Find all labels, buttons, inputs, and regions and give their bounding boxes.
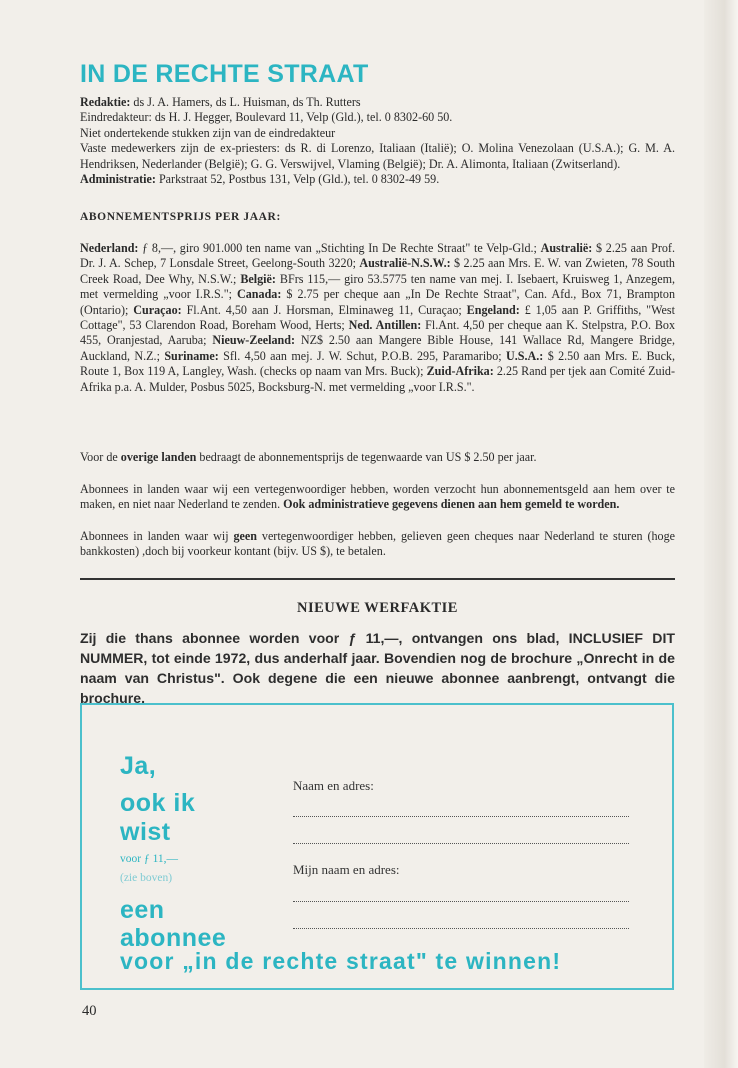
administratie-label: Administratie: [80,172,156,187]
subscription-country: Nieuw-Zeeland: [212,333,296,348]
page-number: 40 [82,1003,97,1019]
subscription-country: België: [240,271,276,286]
my-name-address-line-2[interactable] [293,928,629,929]
vaste-medewerkers: Vaste medewerkers zijn de ex-priesters: ds R. di Lorenzo, Italiaan (Italië); O. Molina Venezolaan (U.S.A.); G. M. A. Hendriksen, Nederlander (België); G. G. Verswijvel, Vlaming (België); Dr. A. Alimonta, Italiaan (Zwitserland). [80,141,675,171]
coupon-wist: wist [120,818,171,846]
editorial-info [80,95,675,187]
name-address-label: Naam en adres: [293,778,374,793]
p3-text-b: vertegenwoordiger hebben, gelieven geen cheques naar Nederland te sturen (hoge bankkosten) ,doch bij voorkeur kontant (bijv. US $), te betalen. [80,529,675,559]
coupon-price: voor ƒ 11,— [120,853,179,865]
magazine-title: IN DE RECHTE STRAAT [80,60,369,88]
page-spine-shadow [704,0,738,1068]
subscription-country: Ned. Antillen: [348,318,422,333]
p1-bold: overige landen [120,450,197,464]
subscription-details: BFrs 115,— giro 53.5775 ten name van mej. I. Isebaert, Kruisweg 1, Anzegem, met vermelding „voor I.R.S."; [80,271,676,302]
subscription-details: ƒ 8,—, giro 901.000 ten name van „Stichting In De Rechte Straat" te Velp-Gld.; [142,241,537,255]
vertegenwoordiger-paragraph [80,482,675,513]
coupon-ook-ik: ook ik [120,789,196,817]
p3-text-a: Abonnees in landen waar wij [80,529,229,543]
p2-bold: Ook administratieve gegevens dienen aan hem gemeld te worden. [283,497,620,512]
subscription-country: Australië: [540,241,593,255]
subscription-country: Suriname: [164,348,219,363]
p1-text-b: bedraagt de abonnementsprijs de tegenwaarde van US $ 2.50 per jaar. [199,450,537,464]
werfaktie-body: Zij die thans abonnee worden voor ƒ 11,—, ontvangen ons blad, INCLUSIEF DIT NUMMER, tot einde 1972, dus anderhalf jaar. Bovendien nog de brochure „Onrecht in de naam van Christus". Ook degene die een nieuwe abonnee aanbrengt, ontvangt die brochure. [80,630,675,706]
coupon-slogan: voor „in de rechte straat" te winnen! [120,948,562,974]
werfaktie-heading: NIEUWE WERFAKTIE [297,600,458,616]
coupon-ja: Ja, [120,752,157,780]
eindredakteur: Eindredakteur: ds H. J. Hegger, Boulevard 11, Velp (Gld.), tel. 0 8302-60 50. [80,110,453,125]
p1-text-a: Voor de [80,450,118,464]
redaktie-names: ds J. A. Hamers, ds L. Huisman, ds Th. Rutters [133,95,361,109]
subscription-details: Sfl. 4,50 aan mej. J. W. Schut, P.O.B. 295, Paramaribo; [223,348,502,363]
coupon-abonnee: abonnee [120,924,227,952]
subscriptions-heading: ABONNEMENTSPRIJS PER JAAR: [80,211,281,223]
subscription-details: Fl.Ant. 4,50 per cheque aan K. Stelpstra, P.O. Box 455, Oranjestad, Aaruba; [80,318,676,348]
administratie-address: Parkstraat 52, Postbus 131, Velp (Gld.), tel. 0 8302-49 59. [158,172,440,187]
name-address-line-2[interactable] [293,843,629,844]
name-address-line-1[interactable] [293,816,629,817]
subscription-country: Canada: [237,287,282,302]
p2-text-a: Abonnees in landen waar wij een vertegenwoordiger hebben, worden verzocht hun abonnementsgeld aan hem over te maken, en niet naar Nederland te zenden. [80,482,675,512]
my-name-address-line-1[interactable] [293,901,629,902]
subscription-country: Australië-N.S.W.: [359,256,451,271]
subscription-details: 2.25 Rand per tjek aan Comité Zuid-Afrika p.a. A. Mulder, Posbus 5025, Bocksburg-N. met vermelding „voor I.R.S.". [80,364,676,394]
geen-vertegenwoordiger-paragraph [80,529,675,560]
subscription-details: $ 2.25 aan Mrs. E. W. van Zwieten, 78 South Creek Road, Dee Why, N.S.W.; [80,256,675,286]
subscription-country: Zuid-Afrika: [426,364,494,379]
subscription-country: Curaçao: [133,302,182,317]
subscription-country: Engeland: [466,302,520,317]
section-divider [80,578,675,580]
subscription-details: Fl.Ant. 4,50 aan J. Horsman, Elminaweg 11, Curaçao; [186,302,462,317]
subscription-details: £ 1,05 aan P. Griffiths, "West Cottage", 53 Clarendon Road, Boreham Wood, Herts; [80,302,675,333]
coupon-een: een [120,896,165,924]
subscription-details: NZ$ 2.50 aan Mangere Bible House, 141 Wallace Rd, Mangere Bridge, Auckland, N.Z.; [80,333,676,363]
unsigned-note: Niet ondertekende stukken zijn van de eindredakteur [80,125,336,140]
subscription-list [80,241,675,395]
subscription-details: $ 2.75 per cheque aan „In De Rechte Straat", Can. Afd., Box 71, Brampton (Ontario); [80,287,675,317]
subscription-details: $ 2.25 aan Prof. Dr. J. A. Schep, 7 Lonsdale Street, Geelong-South 3220; [80,241,675,271]
subscription-country: Nederland: [80,241,139,255]
coupon-price-note: (zie boven) [120,872,173,884]
subscription-country: U.S.A.: [506,348,544,363]
redaktie-label: Redaktie: [80,95,131,109]
p3-bold: geen [233,529,257,543]
my-name-address-label: Mijn naam en adres: [293,862,400,877]
overige-landen-paragraph [80,450,675,465]
subscription-details: $ 2.50 aan Mrs. E. Buck, Route 1, Box 119 A, Langley, Wash. (checks op naam van Mrs. Buck); [80,348,676,379]
